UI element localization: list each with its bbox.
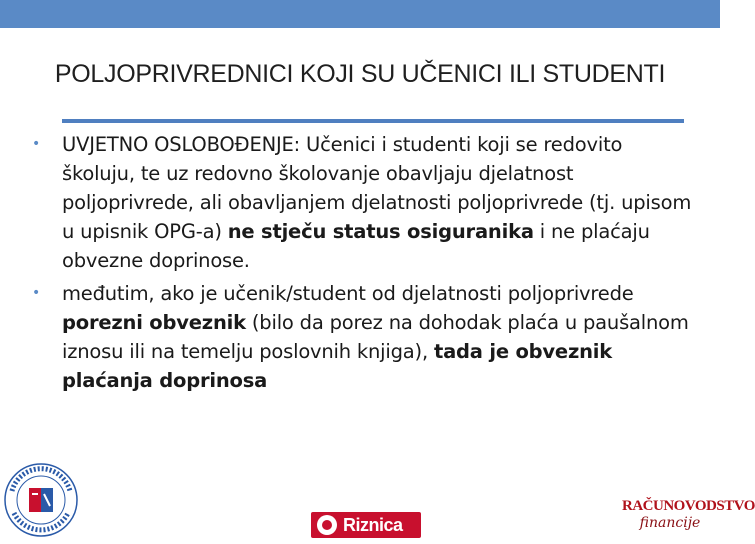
slide-title: POLJOPRIVREDNICI KOJI SU UČENICI ILI STUDENTI	[54, 60, 666, 88]
association-seal-logo	[2, 461, 80, 539]
bullet-2-emphasis-a: porezni obveznik	[62, 311, 246, 334]
riznica-logo	[311, 512, 421, 538]
bullet-list	[32, 130, 692, 399]
riznica-emblem-icon	[317, 515, 337, 535]
bullet-1-emphasis: ne stječu status osiguranika	[227, 220, 534, 243]
top-banner	[0, 0, 720, 28]
bullet-item-2	[32, 279, 692, 395]
seal-icon	[2, 461, 80, 539]
bullet-1-text-a: UVJETNO OSLOBOĐENJE: Učenici i studenti koji se redovito školuju, te uz redovno školovanje obavljaju djelatnost poljoprivrede, ali obavljanjem djelatnosti poljoprivrede (tj. upisom u upisnik OPG-a)	[62, 133, 692, 243]
bullet-icon: •	[32, 285, 41, 301]
racunovodstvo-logo-text: RAČUNOVODSTVO	[622, 498, 755, 514]
bullet-icon: •	[32, 136, 41, 152]
bullet-2-emphasis-b: tada je obveznik plaćanja doprinosa	[62, 340, 613, 392]
financije-logo-text: financije	[639, 515, 701, 531]
footer-logos	[0, 455, 755, 540]
bullet-item-1	[32, 130, 692, 275]
riznica-logo-text: Riznica	[343, 514, 403, 535]
title-underline	[62, 119, 684, 123]
racunovodstvo-financije-logo	[622, 497, 755, 539]
bullet-1-text-b: i ne plaćaju obvezne doprinose.	[62, 220, 650, 272]
bullet-2-text-a: međutim, ako je učenik/student od djelatnosti poljoprivrede	[62, 282, 634, 305]
bullet-2-text-b: (bilo da porez na dohodak plaća u paušalnom iznosu ili na temelju poslovnih knjiga),	[62, 311, 689, 363]
